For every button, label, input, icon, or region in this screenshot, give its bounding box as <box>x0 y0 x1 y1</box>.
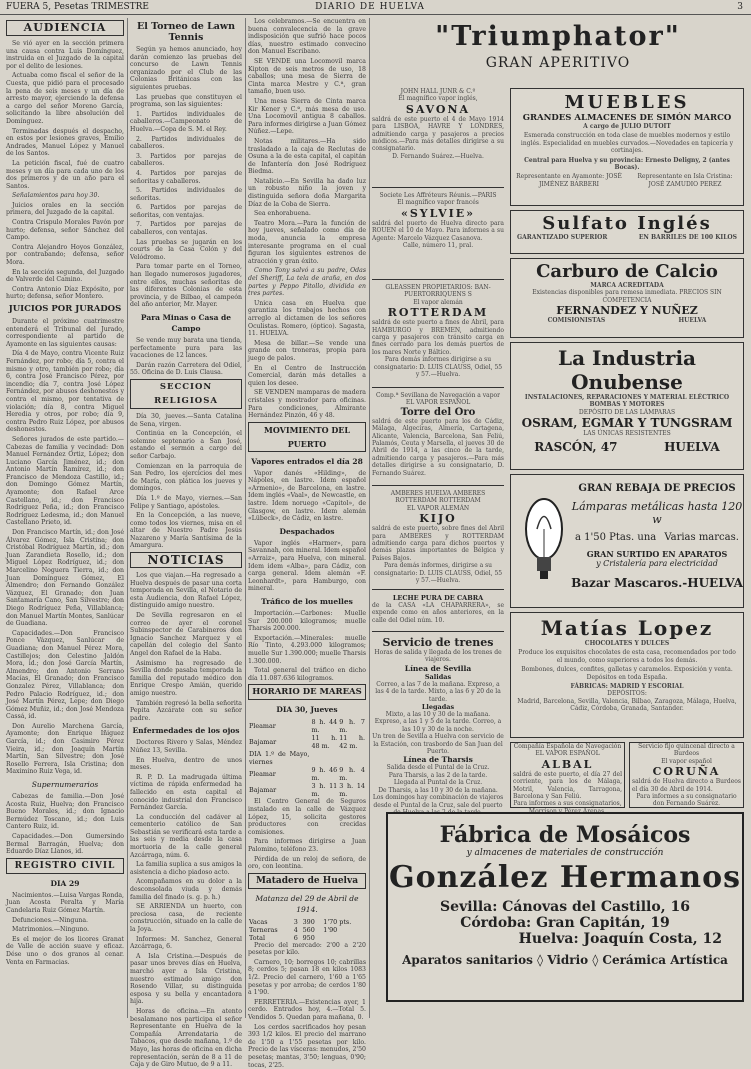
article-paragraph: Pérdida de un reloj de señora, de oro, con leontina. <box>248 855 366 871</box>
ad-line: y almacenes de materiales de construcción <box>466 848 664 858</box>
section-title-puerto: MOVIMIENTO DEL PUERTO <box>248 422 366 452</box>
slaughter-cell: Total <box>249 933 266 942</box>
ad-line: DEPÓSITO DE LAS LÁMPARAS <box>578 408 676 416</box>
ad-line: LECHE PURA DE CABRA <box>392 594 484 602</box>
ad-line: Aparatos sanitarios ◊ Vidrio ◊ Cerámica Artística <box>402 953 728 967</box>
column-divider <box>245 18 246 1018</box>
mosaicos-company-name: González Hermanos <box>388 860 741 895</box>
tides-table <box>248 718 366 798</box>
column-divider <box>369 18 370 1018</box>
subheading: Para Minas o Casa de Campo <box>140 313 232 333</box>
ad-line: Bazar Mascaros.-HUELVA <box>571 576 743 590</box>
article-paragraph: El Centro General de Seguros instalado en la calle de Vázquez López, 15, solicita gestores productores con crecidas comisiones. <box>248 798 366 836</box>
subheading: DIA 30, Jueves <box>276 705 338 715</box>
ad-line: COMISIONISTAS <box>547 317 606 325</box>
triumphator-title: "Triumphator" <box>435 21 681 52</box>
ad-line: Compañía Española de Navegación <box>513 743 622 750</box>
ad-line: saldrá de este puerto el 4 de Mayo 1914 para LISBOA, HAVRE Y LONDRES, admitiendo carga y pasajeros a precios módicos.—Para más detalles dirigirse a su consignatario. <box>372 115 504 153</box>
slaughter-cell: Vacas <box>249 917 268 926</box>
subheading: Despachados <box>279 526 335 536</box>
mosaicos-title: Fábrica de Mosáicos <box>439 822 691 848</box>
tide-cell <box>338 750 366 766</box>
section-title-noticias: NOTICIAS <box>130 552 242 568</box>
ad-coruna <box>629 742 744 808</box>
ad-line: Salidas <box>424 672 452 681</box>
ad-line: El vapor español <box>661 757 712 765</box>
slaughter-cell: 1'90 <box>323 925 338 934</box>
ad-line: Comp.ª Sevillana de Navegación a vapor <box>375 392 501 399</box>
trains-title: Servicio de trenes <box>382 636 494 649</box>
ad-line: De Tharsis, a las 10 y 30 de la mañana. <box>378 786 498 794</box>
newspaper-title: DIARIO DE HUELVA <box>315 2 425 12</box>
article-paragraph: Carnero, 10; borregos 10; cabrillas 8; cerdos 5; pasan 18 en kilos 1083 1/2. Precio del carnero, 1'60 a 1'65 pesetas y por arroba; de cerdos 1'80 a 1'90. <box>248 958 366 997</box>
article-paragraph: Sea enhorabuena. <box>254 210 311 218</box>
ad-torre-del-oro <box>372 392 504 486</box>
ad-line: GLEASSEN PROPIETARIOS: BAN-PUERTORRIQUENS S <box>385 284 491 299</box>
ad-line: ROTTERDAM ROTTERDAM <box>395 497 481 505</box>
ad-line: Llegada al Puntal de la Cruz. <box>393 779 483 787</box>
ad-line: Salida desde el Puntal de la Cruz. <box>386 764 490 772</box>
article-paragraph: Es el mejor de los licores Granat de Valle de acción suave y eficaz. Dése uno o dos granos al cenar. Venta en Farmacias. <box>6 935 124 966</box>
subscription-price: FUERA 5, Pesetas TRIMESTRE <box>6 2 150 12</box>
article-paragraph: En la Concepción, a las nueve, como todos los viernes, misa en el altar de Nuestro Padre Jesús Nazareno y María Santísima de la Amargura. <box>130 512 242 550</box>
article-paragraph: Contra Alejandro Hoyos González, por contrabando; defensa, señor Mora. <box>6 243 124 267</box>
article-paragraph: 6. Partidos por parejas de señoritas, con ventajas. <box>130 204 242 219</box>
ad-line: saldrá de este puerto para los de Cádiz, Málaga, Algeciras, Almería, Cartagena, Alicante, Valencia, Barcelona, San Feliú, Palamós, Ceuta y Marsella, el jueves 30 de Abril de 1914, a las cinco de la tarde, admitiendo carga y pasajeros.—Para más detalles dirigirse a su consignatario, D. Fernando Suárez. <box>372 417 504 477</box>
ad-line: LAS ÚNICAS RESISTENTES <box>583 430 671 438</box>
article-paragraph: Don Aurelio Marchena García, Ayamonte; don Enrique Iñiguez García, id.; don Casimiro Pérez Vieira, id.; don Joaquín Martín Martín, San Silvestre; don José Rosello Ferrera, Isla Cristina; don Maximino Ruiz Vega, id. <box>6 722 124 776</box>
article-paragraph: La conducción del cadáver al cementerio católico de San Sebastián se verificará esta tarde a las seis y media desde la casa mortuoria de la calle general Azcárraga, núm. 6. <box>130 813 242 859</box>
article-paragraph: Exportación.—Minerales: muelle Río Tinto, 4.293.000 kilogramos; muelle Sur 1.390.000; muelle Tharsis 1.300.000. <box>248 634 366 665</box>
carburo-title: Carburo de Calcio <box>536 261 718 282</box>
article-paragraph: Vapor inglés «Harmer», para Savannah, con mineral. Idem español «Arraiz», para Huelva, con mineral. Idem idem «Alba», para Cádiz, con carga general. Idem alemán «F. Leonhardt», para Hamburgo, con mineral. <box>248 539 366 593</box>
ad-leche <box>372 594 504 632</box>
tide-cell: Pleamar <box>249 770 276 779</box>
tide-row <box>248 782 366 798</box>
article-paragraph: SE VENDEN mamparas de madera cristales y mostrador para oficinas. Para condiciones, Almirante Hernández Pinzón, 46 y 48. <box>248 389 366 420</box>
tide-cell: DIA 1.º de Mayo, viernes <box>249 750 310 767</box>
tide-cell: 9 h. 4 m. <box>339 766 365 783</box>
subheading: Tráfico de los muelles <box>261 597 353 606</box>
tide-row <box>248 718 366 734</box>
mascaros-title: GRAN REBAJA DE PRECIOS <box>578 483 736 494</box>
ad-line: A cargo de JULIO DUTOIT <box>583 123 671 130</box>
ad-line: D. Fernando Suárez.—Huelva. <box>392 152 484 160</box>
ad-line: CHOCOLATES Y DULCES <box>584 640 670 647</box>
ad-line: El magnífico vapor francés <box>397 199 479 207</box>
ship-name: «SYLVIE» <box>400 206 476 220</box>
trains-line-title: Línea de Tharsis <box>403 755 473 765</box>
article-paragraph: Teatro Mora.—Para la función de hoy jueves, señalado como día de moda, anuncia la empresa interesante programa en el cual figuran los siguientes estrenos de atracción y gran éxito. <box>248 219 366 265</box>
ad-line: a 1'50 Ptas. una <box>575 532 657 543</box>
article-paragraph: Día 1.º de Mayo, viernes.—San Felipe y Santiago, apóstoles. <box>130 494 242 510</box>
onubense-title: La Industria Onubense <box>558 346 696 394</box>
ad-line: Representante en Isla Cristina: JOSÉ ZAMUDIO PEREZ <box>637 173 733 188</box>
article-paragraph: Precio del mercado: 2'00 a 2'20 pesetas por kilo. <box>248 941 366 957</box>
ad-line: Calle, número 11, pral. <box>402 242 474 250</box>
subheading: DIA 29 <box>50 878 80 888</box>
article-paragraph: Como Tony salvó a su padre, Odas del Sheriff, La tela de araña, en dos partes y Peppo Pitollo, dividida en tres partes. <box>248 267 366 298</box>
slaughter-cell: 1'70 pts. <box>323 917 352 926</box>
ad-line: de la CASA «LA CHAPARRERA», se expende como en años anteriores, en la calle del Odiel núm. 10. <box>372 602 504 624</box>
article-paragraph: Mesa de billar.—Se vende una grande con troneras, propia para juego de palos. <box>248 339 366 362</box>
article-paragraph: Capacidades.—Don Gumersindo Bermal Barragán, Huelva; don Eduardo Díaz Llanos, id. <box>6 833 124 856</box>
sulfato-title: Sulfato Inglés <box>542 213 712 234</box>
ad-line: EL VAPOR ALEMÁN <box>406 504 470 512</box>
article-paragraph: A Isla Cristina.—Después de pasar unos breves días en Huelva, marchó ayer a Isla Cristina, nuestro estimado amigo don Rosendo Villar, su distinguida esposa y su bella y encantadora hija. <box>130 952 242 1006</box>
article-paragraph: También regresó la bella señorita Pepita Azcárate con su señor padre. <box>130 699 242 722</box>
article-paragraph: Horas de oficina.—En atento besalamano nos participa el señor Representante en Huelva de la Compañía Arrendataria de Tabacos, que desde mañana, 1.º de Mayo, las horas de oficina en dicha representación, serán de 8 a 11 de Caja y de Giro Mutuo, de 9 a 11. <box>130 1007 242 1069</box>
article-paragraph: Día 30, jueves.—Santa Catalina de Sena, virgen. <box>130 412 242 428</box>
slaughter-row <box>248 926 366 934</box>
ad-line: Para informes a su consignatario don Fernando Suárez. <box>636 793 737 808</box>
ad-line: Varias marcas. <box>664 532 739 543</box>
ad-triumphator <box>372 18 744 84</box>
page-number: 3 <box>737 2 743 12</box>
ad-line: Sevilla: Cánovas del Castillo, 16 <box>440 899 690 915</box>
ad-line: Para demás informes dirigirse a su consignatario: D. LUIS CLAUSS, Odiel, 55 y 57.—Huelva. <box>373 356 503 379</box>
article-paragraph: Vapor danés «Hilding», de Nápoles, en lastre. Idem español «Armenio», de Barcelona, en lastre. Idem inglés «Vaal», de Newcastle, en lastre. Idem noruego «Capitol», de Glasgow, en lastre. Idem alemán «Lübeck», de Cádiz, en lastre. <box>248 469 366 523</box>
ad-line: INSTALACIONES, REPARACIONES Y MATERIAL ELÉCTRICO <box>524 394 730 401</box>
section-title-registro: REGISTRO CIVIL <box>6 858 124 874</box>
article-paragraph: Juicios orales en la sección primera, del Juzgado de la capital. <box>6 201 124 217</box>
ad-line: GRANDES ALMACENES DE SIMÓN MARCO <box>522 113 732 123</box>
ad-line: saldrá de este puerto, el día 27 del corriente, para los de Málaga, Motril, Valencia, Tarragona, Barcelona y San Feliú. <box>513 770 622 801</box>
ad-line: Para informes a sus consignatarios, <box>513 800 622 808</box>
ad-line: Huelva: Joaquín Costa, 12 <box>518 931 722 947</box>
ad-line: El vapor alemán <box>413 298 463 306</box>
ad-line: Llegadas <box>421 703 455 712</box>
article-paragraph: Contra Crispulo Morales Pavón por hurto; defensa, señor Sánchez del Campo. <box>6 219 124 242</box>
article-paragraph: SE VENDE una Locomovil marca Kipton de seis metros de uso, 18 caballos; una mesa de Sierra de Cinta marca Mestre y C.ª, gran tamaño, buen uso. <box>248 57 366 96</box>
slaughter-cell: 4 <box>293 925 298 934</box>
section-title-religiosa: SECCION RELIGIOSA <box>130 379 242 409</box>
ad-line: Los domingos hay combinación de viajeros desde el Puntal de la Cruz, sale del puerto <box>372 794 504 809</box>
article-paragraph: 1. Partidos individuales de caballeros.—Campeonato de Huelva.—Copa de S. M. el Rey. <box>130 110 242 133</box>
ship-name: CORUÑA <box>652 765 721 779</box>
article-paragraph: SE ARRIENDA un huerto, con preciosa casa, de reciente construcción, situado en la calle de la Joya. <box>130 903 242 933</box>
slaughter-cell: 6 <box>293 933 298 942</box>
article-paragraph: Día 4 de Mayo, contra Vicente Ruiz Fernández, por robo; día 5, contra el mismo y otro, también por robo; día 6, contra José Francisco Pérez, por incendio; día 7, contra José López Fernández, por abusos deshonestos y contra el mismo, por tentativa de violación; día 8, contra Miguel Heredia y otros, por robo; día 9, contra Pedro Ruiz López, por abusos deshonestos. <box>6 350 124 434</box>
ad-line: Lámparas metálicas hasta 120 w <box>571 500 743 526</box>
article-paragraph: Señores jurados de este partido.—Cabezas de familia y vecindad: Don Manuel Fernández Ortiz, López; don Luciano García Jiménez, id.; don Antonio Martín Ramírez, id.; don Francisco de Mendoza Castillo, id.; don Domingo Gómez Martín, Ayamonte; don Rafael Arce Castellano, id.; don Francisco Rodríguez Peña, id.; don Francisco Rodríguez Ledesma, id.; don Manuel Castellano Prieto, id. <box>6 435 124 527</box>
article-paragraph: Se vió ayer en la sección primera una causa contra Luis Domínguez, instruida en el Juzgado de la capital por el delito de lesiones. <box>6 40 124 70</box>
article-paragraph: Defunciones.—Ninguna. <box>12 916 88 924</box>
matias-title: Matías Lopez <box>540 616 714 640</box>
ad-line: Mixto, a las 10 y 30 de la mañana. Expreso, a las 1 y 5 de la tarde. Correo, a las 10 y 30 de la noche. <box>374 711 502 733</box>
ad-line: AMBERES HUELVA AMBERES <box>390 490 486 497</box>
ad-line: DEPÓSITOS: <box>607 690 647 698</box>
ad-savona <box>372 88 504 188</box>
ad-sulfato <box>510 210 744 254</box>
ad-line: GARANTIZADO SUPERIOR <box>517 234 608 241</box>
article-paragraph: 5. Partidos individuales de señoritas. <box>130 187 242 202</box>
ad-line: saldrá de Huelva directo a Burdeos el día 30 de Abril de 1914. <box>632 778 741 793</box>
ad-line: HUELVA <box>678 317 707 325</box>
slaughter-cell: 950 <box>302 933 315 942</box>
article-paragraph: 7. Partidos por parejas de caballeros, con ventajas. <box>130 221 242 237</box>
section-title-audiencia: AUDIENCIA <box>6 20 124 36</box>
column-2 <box>130 18 242 1069</box>
tide-row <box>248 766 366 782</box>
ad-line: GRAN SURTIDO EN APARATOS <box>586 549 728 559</box>
tide-cell: 3 h. 14 m. <box>339 782 365 799</box>
article-paragraph: R. P. D. La madrugada última víctima de rápida enfermedad ha fallecido en esta capital el conocido industrial don Francisco Fernández García. <box>130 773 242 812</box>
slaughter-cell: 390 <box>302 917 315 926</box>
trains-line-title: Línea de Sevilla <box>404 663 472 673</box>
subheading: Enfermedades de los ojos <box>132 726 240 736</box>
ship-name: Torre del Oro <box>400 406 476 418</box>
tide-row <box>248 750 366 766</box>
article-paragraph: Terminadas después el despacho, en estos por lesiones graves, Emilio Andrades, Manuel López y Manuel de los Santos. <box>6 127 124 158</box>
ad-line: EL VAPOR ESPAÑOL <box>535 750 600 758</box>
ad-line: Para Tharsis, a las 2 de la tarde. <box>388 771 488 779</box>
article-paragraph: Acompañamos en su dolor a la desconsolada viuda y demás familia del finado (s. g. p. h.) <box>130 878 242 901</box>
article-paragraph: La petición fiscal, fué de cuatro meses y un día para cada uno de los dos primeros y de un año para el Santos. <box>6 159 124 190</box>
article-paragraph: Natalicio.—En Sevilla ha dado luz un robusto niño la joven y distinguida señora doña Margarita Díaz de la Coba de Sierra. <box>248 177 366 208</box>
ad-line: Societe Les Affréteurs Réunis.—PARIS <box>379 192 497 199</box>
ad-line: Servicio fijo quincenal directo a Burdeos <box>638 743 735 758</box>
ad-line: saldrá de este puerto a fines de Abril, para HAMBURGO y BREMEN, admitiendo carga y pasajeros con tránsito carga en fines cerrado para los demás puertos de los mares Norte y Báltico. <box>372 319 504 356</box>
ad-line: Horas de salida y llegada de los trenes de viajeros. <box>374 649 502 664</box>
ad-line: y Cristalería para electricidad <box>596 559 718 568</box>
article-paragraph: En el Centro de Instrucción Comercial, darán más detalles a quien los desee. <box>248 364 366 387</box>
ad-line: Correo, a las 7 de la mañana. Expreso, a las 4 de la tarde. Mixto, a las 6 y 20 de la tarde. <box>375 680 501 703</box>
subheading: Vapores entrados el día 28 <box>251 456 363 466</box>
article-paragraph: Importación.—Carbones: Muelle Sur 200.000 kilogramos; muelle Tharsis 200.000. <box>248 610 366 633</box>
ad-line: Un tren de Sevilla a Huelva con servicio de la Estación, con trasbordo de San Juan del Puerto. <box>372 733 504 756</box>
article-paragraph: Los que viajan.—Ha regresado a Huelva después de pasar una corta temporada en Sevilla, el Notario de esta Audiencia, don Rafael López, distinguido amigo nuestro. <box>130 572 242 610</box>
article-paragraph: Se vende muy barata una tienda, perfectamente pura para las vacaciones de 12 lances. <box>130 337 242 360</box>
ship-name: SAVONA <box>405 102 471 116</box>
lightbulb-icon <box>523 489 565 589</box>
tide-row <box>248 734 366 750</box>
ad-line: BOMBAS Y MOTORES <box>589 401 665 409</box>
ad-line: JOHN HALL JUNR & C.º <box>400 88 476 95</box>
article-paragraph: Informes: M. Sanchez, General Azcárraga, 6. <box>130 935 242 951</box>
ad-albal <box>510 742 625 808</box>
ad-line: HUELVA <box>664 439 720 454</box>
article-paragraph: Continúa en la Concepción, el solemne septenario a San José, estando el sermón a cargo del señor Carbajo. <box>130 430 242 460</box>
ad-sylvie <box>372 192 504 280</box>
article-paragraph: Notas militares.—Ha sido trasladado a la caja de Reclutas de Osuna a la de esta capital, el capitán de Infantería don José Rodríguez Biedma. <box>248 137 366 176</box>
article-paragraph: De Sevilla regresaron en el correo de ayer el coronel Subinspector de Carabineros don Ignacio Sanchez Marquez y el capellán del colegio del Santo Angel don Rafael de la Haba. <box>130 612 242 657</box>
slaughter-cell: 3 <box>293 917 298 926</box>
ad-line: saldrá de este puerto, sobre fines del Abril para AMBERES y ROTTERDAM admitiendo carga para dichos puertos y demás plazas importantes de Bélgica y Países Bajos. <box>372 525 504 562</box>
tide-cell: Bajamar <box>249 738 277 747</box>
article-paragraph: Total general del tráfico en dicho día 11.087.636 kilogramos. <box>248 667 366 682</box>
article-paragraph: Matrimonios.—Ninguno. <box>12 926 89 934</box>
tide-cell <box>310 750 338 766</box>
advertisements <box>372 18 744 1018</box>
ad-rotterdam <box>372 284 504 388</box>
column-1 <box>6 18 124 1018</box>
article-paragraph: Los cerdos sacrificados hoy pesan 393 1/2 kilos. El precio del marrano de 1'50 a 1'55 pesetas por kilo. Precio de las vísceras: menudos, 2'50 pesetas; mantas, 3'50; lenguas, 0'90; tocas, 2'25. <box>248 1023 366 1069</box>
ship-name: ROTTERDAM <box>387 306 489 320</box>
subheading: Señalamientos para hoy 30. <box>12 192 100 200</box>
article-paragraph: Doctores Rivero y Salas, Méndez Núñez 13, Sevilla. <box>130 739 242 754</box>
ad-muebles <box>510 88 744 206</box>
article-paragraph: La familia suplica a sus amigos la asistencia a dicho piadoso acto. <box>130 861 242 876</box>
ad-line: saldrá del puerto de Huelva directo para ROUEN el 10 de Mayo. Para informes a su Agente: Marcelo Vázquez Casanova. <box>372 219 504 242</box>
tide-cell: Pleamar <box>249 722 276 731</box>
ad-line: FÁBRICAS: MADRID Y ESCORIAL <box>570 683 684 691</box>
subheading: Matanza del 29 de Abril de 1914. <box>255 893 359 914</box>
article-paragraph: Comienzan en la parroquia de San Pedro, los ejercicios del mes de María, con plática los jueves y domingos. <box>130 462 242 493</box>
ad-trenes <box>372 636 504 809</box>
article-paragraph: En la sección segunda, del Juzgado de Valverde del Camino. <box>6 268 124 284</box>
tide-cell: Bajamar <box>249 786 277 795</box>
tide-cell: 11 h. 48 m. <box>311 734 338 751</box>
article-paragraph: 4. Partidos por parejas de señoritas y caballeros. <box>130 169 242 185</box>
tide-cell: 3 h. 11 m. <box>311 782 338 799</box>
triumphator-subtitle: GRAN APERITIVO <box>485 55 631 71</box>
slaughter-cell: 560 <box>302 925 315 934</box>
article-paragraph: Durante el próximo cuatrimestre entenderá el Tribunal del Jurado, correspondiente al partido de Ayamonte en las siguientes causas: <box>6 318 124 348</box>
article-paragraph: Los celebramos.—Se encuentra en buena convalecencia de la grave indisposición que sufrió hace pocos días, nuestro estimado convecino don Manuel Escribano. <box>248 18 366 56</box>
ad-line: FERNANDEZ Y NUÑEZ <box>556 304 698 318</box>
ad-line: El magnífico vapor inglés, <box>398 95 478 103</box>
ad-line: Existencias disponibles para remesa inmediata. PRECIOS SIN COMPETENCIA <box>532 289 722 304</box>
article-paragraph: En Huelva, dentro de unos meses. <box>130 756 242 772</box>
ship-name: KIJO <box>419 512 457 526</box>
article-paragraph: Cabezas de familia.—Don José Acosta Ruiz, Huelva; don Francisco Bueno Morales, id.; don Ignacio Bermúdez Toscano, id.; don Luis Cantero Ruiz, id. <box>6 793 124 831</box>
slaughter-cell: Terneras <box>249 925 278 934</box>
article-paragraph: Las pruebas se jugarán en los courts de la Casa Colón y del Velódromo. <box>130 238 242 261</box>
ad-line: Central para Huelva y su provincia: Ernesto Deligny, 2 (antes Bocas). <box>524 156 730 172</box>
ad-line: RASCÓN, 47 <box>534 439 618 454</box>
article-paragraph: Una mesa Sierra de Cinta marca Kir Kener y C.ª, más mesa de uso. Una Locomovil antigua 8 caballos. Para informes dirigirse a Juan Gómez Núñez.—Lepe. <box>248 97 366 136</box>
masthead <box>0 0 751 15</box>
article-paragraph: FERRETERIA.—Existencias ayer, 1 cerdo. Entrados hoy, 4.—Total 5. Vendidos 5. Quedan para mañana, 0. <box>248 998 366 1022</box>
ad-carburo <box>510 258 744 338</box>
ad-line: Bombones, dulces, confites, galletas y caramelos. Exposición y venta. Depósitos en toda España. <box>521 666 733 681</box>
ad-line: MARCA ACREDITADA <box>590 282 664 289</box>
article-paragraph: Según ya hemos anunciado, hoy darán comienzo las pruebas del concurso de Lawn Tennis organizado por el Club de las Colonias Británicas con las siguientes pruebas. <box>130 46 242 91</box>
article-paragraph: Para tomar parte en el Torneo, han llegado numerosos jugadores, entre ellos, muchas señoritas de las diferentes Colonias de esta provincia, y de Bilbao, el campeón del año anterior, Mr. Mayer. <box>130 263 242 309</box>
ship-name: ALBAL <box>541 757 594 771</box>
ad-line: EL VAPOR ESPAÑOL <box>405 399 471 407</box>
ad-gonzalez-hermanos <box>386 812 744 1002</box>
column-3 <box>248 18 366 1069</box>
section-title-matadero: Matadero de Huelva <box>248 873 366 889</box>
tide-cell: 9 h. 46 m. <box>311 766 338 783</box>
ad-line: Representante en Ayamonte: JOSÉ JIMÉNEZ BARBERI <box>516 173 622 188</box>
ad-industria-onubense <box>510 342 744 470</box>
ad-kijo <box>372 490 504 590</box>
section-title-jurados: JUICIOS POR JURADOS <box>8 304 122 314</box>
slaughter-table <box>248 918 366 942</box>
ad-line: Produce los exquisitos chocolates de esta casa, recomendados por todo el mundo, como superiores a todos los demás. <box>518 649 736 664</box>
ad-line: Para demás informes, dirigirse a su consignatario: D. LUIS CLAUSS, Odiel, 55 y 57.—Huelva. <box>373 562 503 585</box>
ad-line: Esmerada construcción en toda clase de muebles modernos y estilo inglés. Especialidad en muebles curvados.—Novedades en tapicería y cortinajes. <box>520 132 734 155</box>
article-paragraph: Asimismo ha regresado de Sevilla donde pasaba temporada la familia del reputado médico don Enrique Crespo Amián, querido amigo nuestro. <box>130 659 242 697</box>
slaughter-row <box>248 934 366 942</box>
article-paragraph: Nacimientos.—Luisa Vargas Ronda, Juan Acosta Peralta y María Candelaria Ruiz Gómez Martín. <box>6 891 124 914</box>
section-title-mareas: HORARIO DE MAREAS <box>248 684 366 700</box>
tide-cell: 11 h. 42 m. <box>339 734 365 751</box>
ad-line: Madrid, Barcelona, Sevilla, Valencia, Bilbao, Zaragoza, Málaga, Huelva, Cádiz, Córdoba, Granada, Santander. <box>517 697 737 713</box>
tide-cell: 9 h. 7 m. <box>339 718 365 735</box>
article-paragraph: Darán razón Carretera del Odiel, 55. Oficina de D. Luis Clausa. <box>130 361 242 377</box>
ad-bazar-mascaros <box>510 474 744 608</box>
ad-line: EN BARRILES DE 100 KILOS <box>638 234 737 241</box>
ad-matias-lopez <box>510 612 744 738</box>
article-paragraph: Actuaba como fiscal el señor de la Cuesta, que pidió para el procesado la pena de seis meses y un día de arresto mayor, ejerciendo la defensa a cargo del señor Moreno García, solicitando la libre absolución del Domínguez. <box>6 72 124 125</box>
column-divider <box>127 18 128 1018</box>
section-title-tennis: El Torneo de Lawn Tennis <box>137 21 235 43</box>
article-paragraph: 3. Partidos por parejas de caballeros. <box>130 152 242 168</box>
muebles-title: MUEBLES <box>564 92 690 113</box>
ad-line: OSRAM, EGMAR Y TUNGSRAM <box>521 416 733 431</box>
article-paragraph: Contra Antonio Díaz Expósito, por hurto; defensa, señor Montero. <box>6 285 124 301</box>
article-paragraph: Unica casa en Huelva que garantiza los trabajos hechos con arreglo al dictamen de los señores Oculistas. Romero, (óptico). Sagasta, 11. HUELVA. <box>248 299 366 338</box>
article-paragraph: Don Francisco Martín, id.; don José Álvarez Gómez, Isla Cristina; don Cristóbal Rodríguez Martín, id.; don Juan Zarandieta Rosello, id.; don Miguel López Rodríguez, id.; don Marcelino Noguera Tierra, id.; don Juan Domínguez Gómez, El Almendro; don Fernando González Vázquez, El Granado; don Juan Santamaría Cano, San Silvestre; don Diego Rodríguez Peña, Villablanca; don Manuel Martín Montes, Sanlúcar de Guadiana. <box>6 529 124 628</box>
article-paragraph: Capacidades.—Don Francisco Ponce Vázquez, Sanlúcar de Guadiana; don Manuel Pérez Mora, Castillejos; don Celestino Jaldón Mora, id.; don José García Martín, Almendro; don Antonio Serrano Macías, El Granado; don Francisco Gonzalez Pérez, Villablanca; don Pedro Palacio Rodríguez, id.; don José Martín Pérez, Lepe; don Diego Gómez Muñiz, id.; don José Mendoza Cassá, id. <box>6 629 124 721</box>
tide-cell: 8 h. 44 m. <box>311 718 338 735</box>
article-paragraph: Las pruebas que constituyen el programa, son las siguientes: <box>130 93 242 109</box>
slaughter-cell <box>322 934 366 942</box>
ad-line: Córdoba: Gran Capitán, 19 <box>460 915 670 931</box>
subheading: Supernumerarios <box>31 780 99 790</box>
article-paragraph: 2. Partidos individuales de caballeros. <box>130 135 242 151</box>
article-paragraph: Para informes dirigirse a Juan Palomino, teléfono 23. <box>248 838 366 853</box>
slaughter-row <box>248 918 366 926</box>
